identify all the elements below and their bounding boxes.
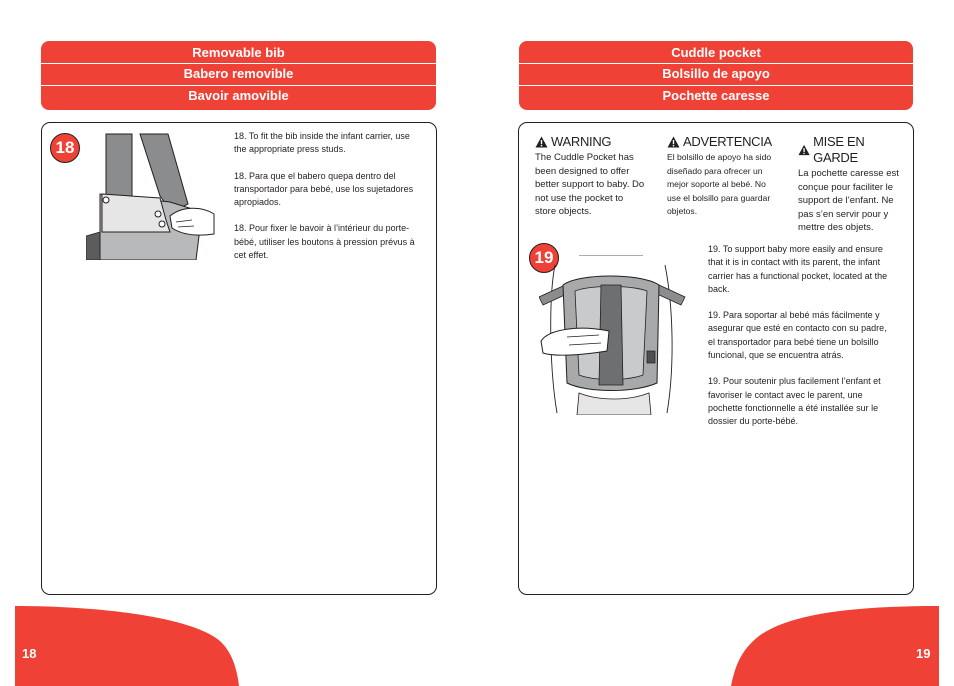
page-number: 18 — [22, 646, 37, 661]
step-18-text — [234, 130, 418, 275]
step-text-en: 19. To support baby more easily and ensure that it is in contact with its parent, the infant carrier has a functional pocket, located at the back. — [708, 244, 888, 294]
warning-triangle-icon — [667, 136, 680, 148]
warning-es — [667, 134, 777, 219]
header-title-fr: Bavoir amovible — [188, 88, 289, 103]
page-number: 19 — [916, 646, 931, 661]
step-text-fr: 18. Pour fixer le bavoir à l’intérieur du porte-bébé, utiliser les boutons à pression prévus à cet effet. — [234, 223, 415, 261]
right-page-corner-blob — [731, 606, 939, 686]
header-title-en: Cuddle pocket — [671, 45, 761, 60]
step-number-badge: 19 — [529, 243, 559, 273]
cuddle-pocket-illustration — [539, 255, 689, 415]
step-text-es: 18. Para que el babero quepa dentro del transportador para bebé, use los sujetadores apropiados. — [234, 170, 414, 208]
warning-text: The Cuddle Pocket has been designed to offer better support to baby. Do not use the pocket to store objects. — [535, 152, 645, 218]
step-text-en: 18. To fit the bib inside the infant carrier, use the appropriate press studs. — [234, 131, 410, 155]
step-19-text — [708, 243, 894, 442]
right-header-banner — [519, 41, 913, 110]
header-title-es: Bolsillo de apoyo — [662, 66, 770, 81]
warning-text: La pochette caresse est conçue pour faciliter le support de l’enfant. Ne pas s’en servir pour y mettre des objets. — [798, 168, 899, 234]
warning-en — [535, 134, 645, 219]
warning-triangle-icon — [535, 136, 548, 148]
step-text-fr: 19. Pour soutenir plus facilement l’enfant et favoriser le contact avec le parent, une pochette fonctionnelle a été installée sur le dossier du porte-bébé. — [708, 376, 881, 427]
step-text-es: 19. Para soportar al bebé más fácilmente y asegurar que esté en contacto con su padre, el transportador para bebé tiene un bolsillo funcional, que se encuentra atrás. — [708, 310, 887, 361]
step-number-badge: 18 — [50, 133, 80, 163]
left-page-corner-blob — [15, 606, 239, 686]
step-18-panel — [41, 122, 437, 595]
warning-triangle-icon — [798, 144, 810, 156]
header-title-en: Removable bib — [192, 45, 285, 60]
warning-fr — [798, 134, 906, 235]
bib-illustration — [86, 124, 216, 260]
warning-title: ADVERTENCIA — [683, 134, 772, 149]
warning-title: MISE EN GARDE — [813, 134, 865, 165]
left-header-banner — [41, 41, 436, 110]
header-title-fr: Pochette caresse — [662, 88, 770, 103]
step-19-panel — [518, 122, 914, 595]
warning-text: El bolsillo de apoyo ha sido diseñado para ofrecer un mejor soporte al bebé. No use el bolsillo para guardar objetos. — [667, 152, 772, 217]
warning-title: WARNING — [551, 134, 612, 149]
header-title-es: Babero removible — [183, 66, 294, 81]
